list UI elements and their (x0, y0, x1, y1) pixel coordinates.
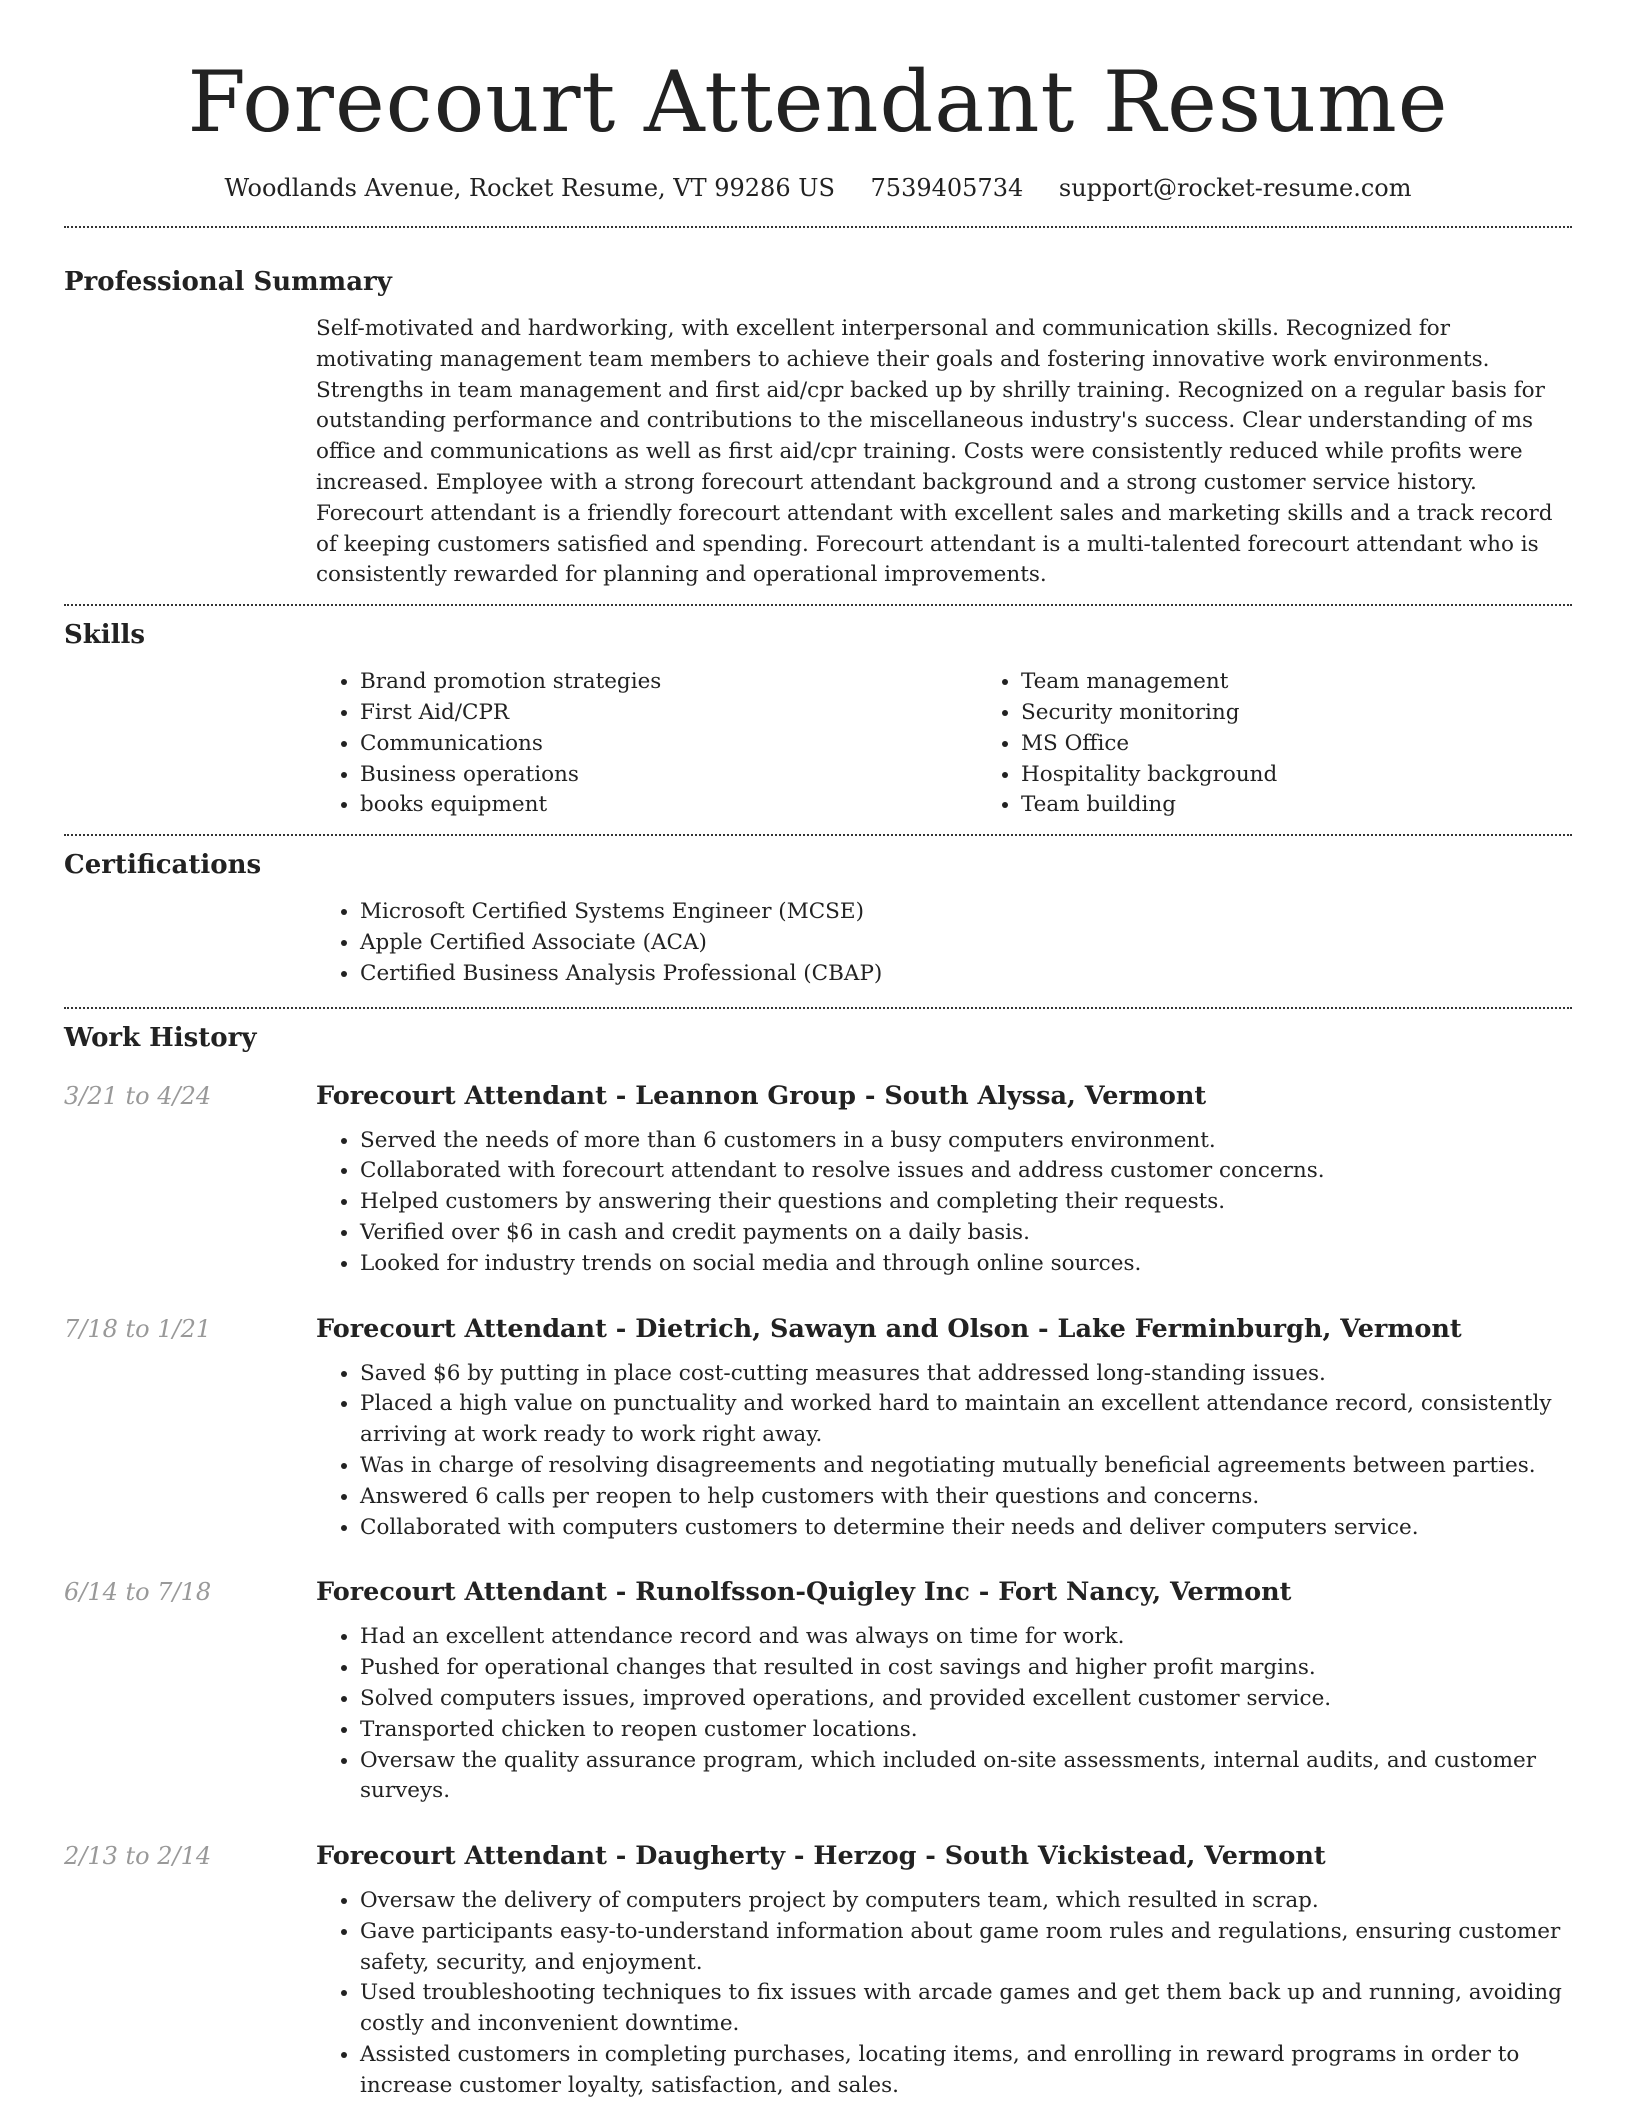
job-title: Forecourt Attendant - Leannon Group - South Alyssa, Vermont (316, 1080, 1207, 1111)
divider (64, 226, 1572, 228)
job-date: 3/21 to 4/24 (64, 1081, 212, 1110)
resume-title: Forecourt Attendant Resume (187, 53, 1449, 151)
job-entry (64, 1576, 1572, 1807)
job-title: Forecourt Attendant - Runolfsson-Quigley Inc - Fort Nancy, Vermont (316, 1577, 1292, 1608)
job-bullet: • Served the needs of more than 6 customers in a busy computers environment. (360, 1126, 1572, 1157)
skills-list-left (316, 667, 977, 821)
job-date: 2/13 to 2/14 (64, 1842, 212, 1871)
skill-item: • Security monitoring (1021, 698, 1632, 729)
job-bullet: • Pushed for operational changes that resulted in cost savings and higher profit margins. (360, 1653, 1572, 1684)
skill-item: • Team management (1021, 667, 1632, 698)
divider (64, 834, 1572, 836)
skill-item: • Hospitality background (1021, 760, 1632, 791)
job-date: 6/14 to 7/18 (64, 1578, 212, 1607)
job-entry (64, 1313, 1572, 1544)
job-bullet: • Looked for industry trends on social media and through online sources. (360, 1249, 1572, 1280)
job-bullet: • Transported chicken to reopen customer locations. (360, 1715, 1572, 1746)
resume-page (64, 0, 1572, 2102)
job-bullet: • Had an excellent attendance record and was always on time for work. (360, 1622, 1572, 1653)
job-bullet: • Oversaw the delivery of computers project by computers team, which resulted in scrap. (360, 1886, 1572, 1917)
job-bullet: • Oversaw the quality assurance program, which included on-site assessments, internal audits, and customer surveys. (360, 1746, 1572, 1808)
summary-text: Self-motivated and hardworking, with excellent interpersonal and communication skills. Recognized for motivating management team members to achieve their goals and fostering innovative work environments. Strengths in team management and first aid/cpr backed up by shrilly training. Recognized on a regular basis for outstanding performance and contributions to the miscellaneous industry's success. Clear understanding of ms office and communications as well as first aid/cpr training. Costs were consistently reduced while profits were increased. Employee with a strong forecourt attendant background and a strong customer service history. Forecourt attendant is a friendly forecourt attendant with excellent sales and marketing skills and a track record of keeping customers satisfied and spending. Forecourt attendant is a multi-talented forecourt attendant who is consistently rewarded for planning and operational improvements. (316, 316, 1553, 588)
summary-row (64, 314, 1572, 591)
skills-list-right (977, 667, 1632, 821)
job-entry (64, 1080, 1572, 1280)
address-text: Woodlands Avenue, Rocket Resume, VT 99286 US (224, 174, 835, 202)
job-bullet: • Placed a high value on punctuality and worked hard to maintain an excellent attendance record, consistently arriving at work ready to work right away. (360, 1389, 1572, 1451)
certifications-row (64, 897, 1572, 989)
job-bullets (316, 1126, 1572, 1280)
job-title: Forecourt Attendant - Dietrich, Sawayn and Olson - Lake Ferminburgh, Vermont (316, 1313, 1462, 1344)
summary-heading: Professional Summary (64, 267, 392, 297)
skill-item: • books equipment (360, 790, 977, 821)
skill-item: • Communications (360, 729, 977, 760)
skill-item: • Business operations (360, 760, 977, 791)
job-bullet: • Collaborated with forecourt attendant to resolve issues and address customer concerns. (360, 1156, 1572, 1187)
certification-item: • Apple Certified Associate (ACA) (360, 928, 1572, 959)
certifications-heading: Certifications (64, 850, 262, 881)
skill-item: • Team building (1021, 790, 1632, 821)
skill-item: • Brand promotion strategies (360, 667, 977, 698)
divider (64, 604, 1572, 606)
job-bullet: • Answered 6 calls per reopen to help customers with their questions and concerns. (360, 1482, 1572, 1513)
job-bullets (316, 1886, 1572, 2102)
divider (64, 1007, 1572, 1009)
job-bullet: • Was in charge of resolving disagreements and negotiating mutually beneficial agreements between parties. (360, 1451, 1572, 1482)
skills-heading: Skills (64, 620, 146, 651)
certifications-list (316, 897, 1572, 989)
job-bullets (316, 1622, 1572, 1807)
contact-line (64, 168, 1572, 208)
job-bullet: • Helped customers by answering their questions and completing their requests. (360, 1187, 1572, 1218)
email-text: support@rocket-resume.com (1058, 174, 1412, 202)
phone-text: 7539405734 (870, 174, 1024, 202)
job-bullet: • Used troubleshooting techniques to fix issues with arcade games and get them back up and running, avoiding costly and inconvenient downtime. (360, 1978, 1572, 2040)
job-bullet: • Verified over $6 in cash and credit payments on a daily basis. (360, 1218, 1572, 1249)
job-date: 7/18 to 1/21 (64, 1314, 212, 1343)
skills-row (64, 667, 1572, 821)
certification-item: • Certified Business Analysis Professional (CBAP) (360, 959, 1572, 990)
job-bullet: • Solved computers issues, improved operations, and provided excellent customer service. (360, 1684, 1572, 1715)
job-bullets (316, 1359, 1572, 1544)
job-bullet: • Collaborated with computers customers to determine their needs and deliver computers service. (360, 1513, 1572, 1544)
job-title: Forecourt Attendant - Daugherty - Herzog - South Vickistead, Vermont (316, 1841, 1326, 1872)
job-bullet: • Saved $6 by putting in place cost-cutting measures that addressed long-standing issues. (360, 1359, 1572, 1390)
skill-item: • MS Office (1021, 729, 1632, 760)
job-bullet: • Gave participants easy-to-understand information about game room rules and regulations, ensuring customer safety, security, and enjoyment. (360, 1917, 1572, 1979)
skill-item: • First Aid/CPR (360, 698, 977, 729)
work-history-heading: Work History (64, 1022, 257, 1053)
job-entry (64, 1840, 1572, 2102)
job-bullet: • Assisted customers in completing purchases, locating items, and enrolling in reward programs in order to increase customer loyalty, satisfaction, and sales. (360, 2040, 1572, 2102)
certification-item: • Microsoft Certified Systems Engineer (MCSE) (360, 897, 1572, 928)
